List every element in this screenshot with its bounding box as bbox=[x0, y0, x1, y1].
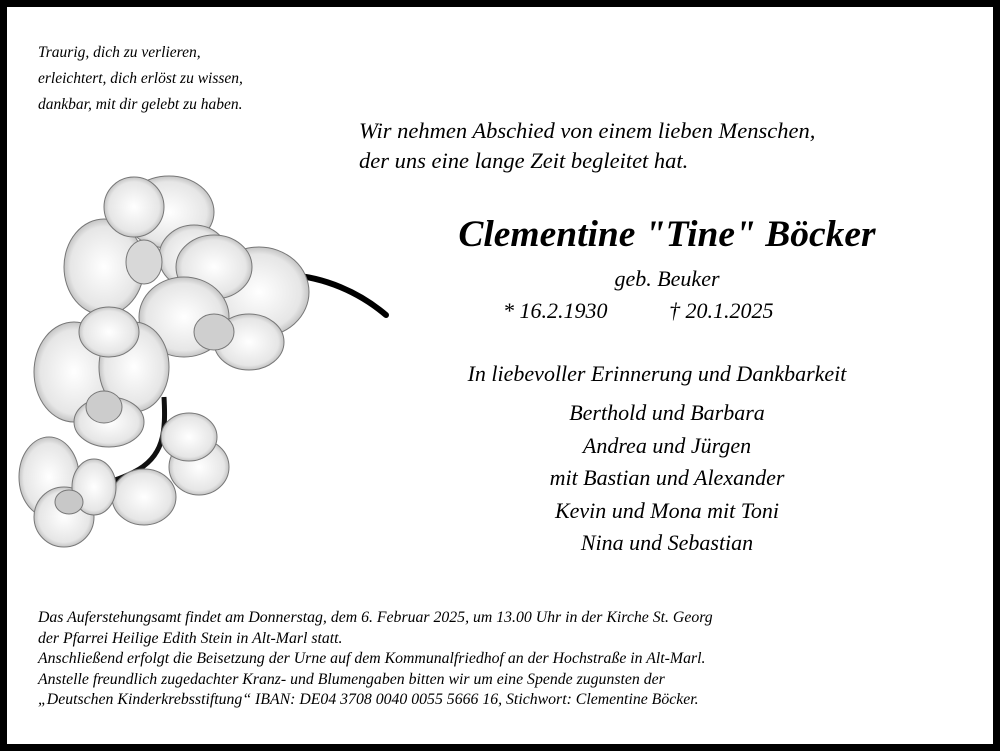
poem bbox=[38, 40, 243, 118]
info-line: der Pfarrei Heilige Edith Stein in Alt-Marl statt. bbox=[38, 629, 343, 647]
poem-line: dankbar, mit dir gelebt zu haben. bbox=[38, 96, 243, 113]
intro-text bbox=[359, 116, 815, 176]
family-list bbox=[367, 397, 967, 560]
poem-line: Traurig, dich zu verlieren, bbox=[38, 44, 201, 61]
intro-line: Wir nehmen Abschied von einem lieben Menschen, bbox=[359, 118, 816, 143]
family-member: Berthold und Barbara bbox=[569, 400, 765, 425]
memory-line: In liebevoller Erinnerung und Dankbarkeit bbox=[467, 361, 847, 386]
family-member: Nina und Sebastian bbox=[580, 530, 754, 555]
birth-date: * 16.2.1930 bbox=[503, 298, 608, 323]
deceased-name: Clementine "Tine" Böcker bbox=[458, 214, 876, 255]
info-line: „Deutschen Kinderkrebsstiftung“ IBAN: DE04 3708 0040 0055 5666 16, Stichwort: Clementine Böcker. bbox=[38, 691, 699, 708]
death-date: † 20.1.2025 bbox=[669, 298, 774, 323]
service-info bbox=[38, 608, 713, 711]
intro-line: der uns eine lange Zeit begleitet hat. bbox=[359, 148, 689, 173]
info-line: Anschließend erfolgt die Beisetzung der Urne auf dem Kommunalfriedhof an der Hochstraße in Alt-Marl. bbox=[38, 650, 706, 667]
info-line: Anstelle freundlich zugedachter Kranz- und Blumengaben bitten wir um eine Spende zugunsten der bbox=[38, 670, 665, 688]
family-member: mit Bastian und Alexander bbox=[549, 465, 785, 490]
orchid-illustration bbox=[14, 167, 394, 567]
family-member: Andrea und Jürgen bbox=[582, 432, 752, 458]
poem-line: erleichtert, dich erlöst zu wissen, bbox=[38, 70, 243, 87]
maiden-name: geb. Beuker bbox=[614, 266, 720, 291]
family-member: Kevin und Mona mit Toni bbox=[554, 497, 780, 523]
info-line: Das Auferstehungsamt findet am Donnerstag, dem 6. Februar 2025, um 13.00 Uhr in der Kirche St. Georg bbox=[38, 609, 713, 626]
